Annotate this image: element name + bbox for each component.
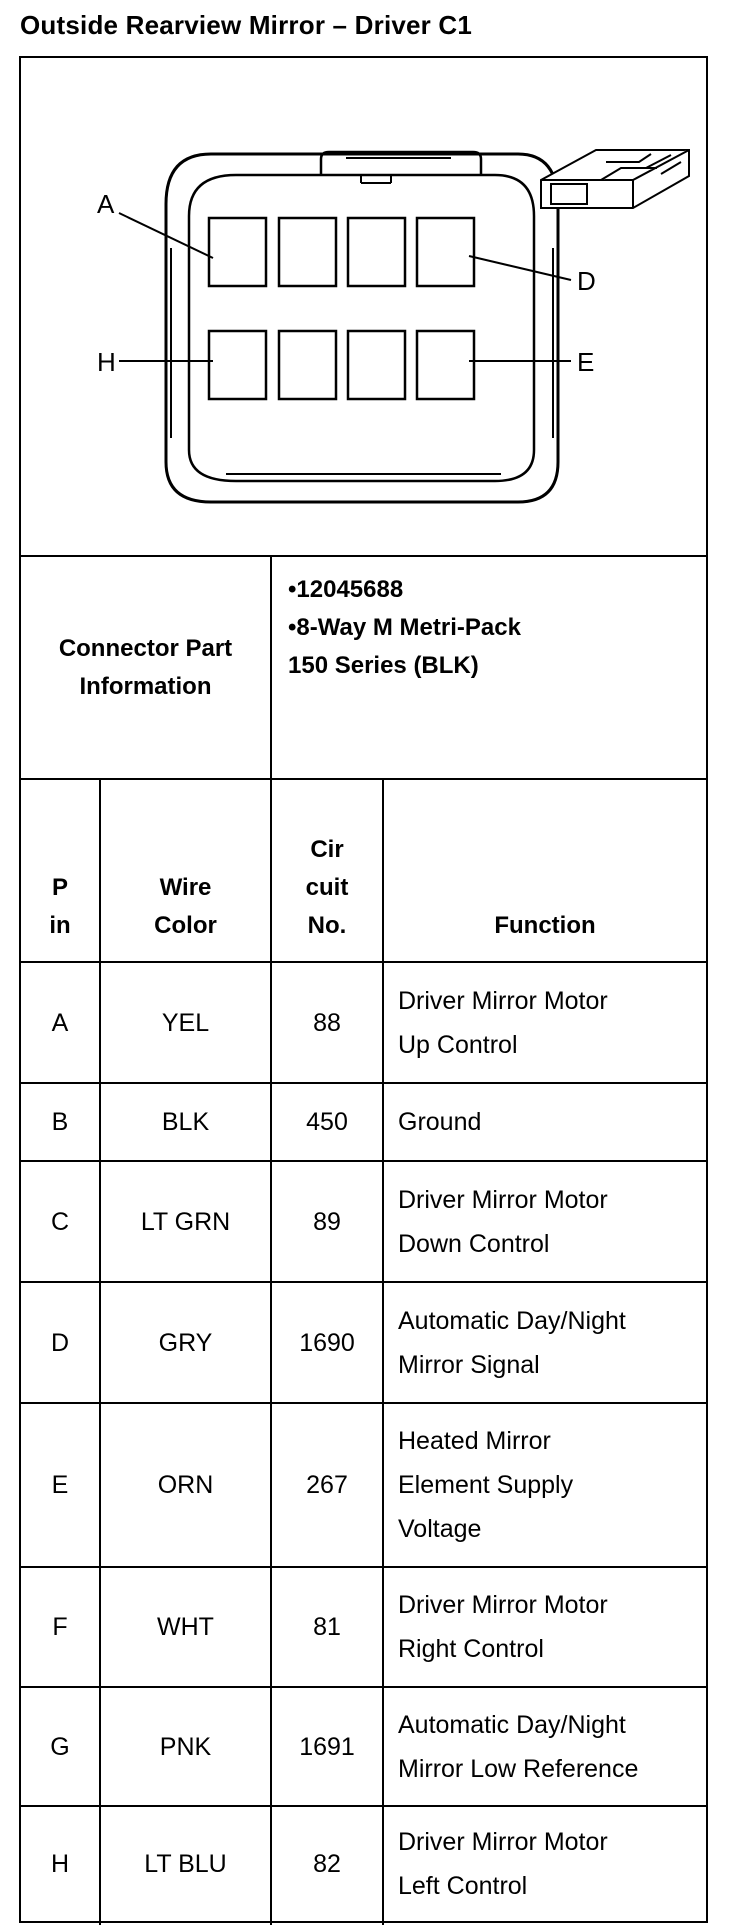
- cavity-a: [209, 218, 266, 286]
- cell-wire-color: BLK: [161, 1108, 210, 1136]
- cell-pin: A: [51, 1008, 69, 1037]
- cell-circuit: 89: [313, 1207, 341, 1236]
- header-wire-color: Wire Color: [154, 874, 217, 939]
- cell-circuit: 82: [313, 1850, 341, 1878]
- cell-circuit: 450: [306, 1108, 348, 1136]
- cell-wire-color: GRY: [158, 1328, 213, 1357]
- cavity-h: [209, 331, 266, 399]
- cell-function: Automatic Day/Night Mirror Low Reference: [398, 1710, 639, 1783]
- cavity-f: [348, 331, 405, 399]
- cavity-d: [417, 218, 474, 286]
- cavity-g: [279, 331, 336, 399]
- cell-circuit: 1691: [299, 1732, 355, 1761]
- cell-circuit: 267: [306, 1471, 348, 1499]
- part-info-value-cell: [272, 557, 706, 778]
- header-function: Function: [494, 912, 596, 939]
- cell-wire-color: LT BLU: [144, 1850, 227, 1878]
- cell-circuit: 81: [313, 1613, 341, 1641]
- connector-3d-icon: [541, 150, 689, 208]
- pin-label-e: E: [577, 347, 595, 377]
- cell-pin: F: [52, 1613, 68, 1641]
- header-circuit: Cir cuit No.: [305, 836, 349, 939]
- part-info-bullet-1: •12045688: [288, 576, 404, 603]
- cell-wire-color: PNK: [159, 1732, 212, 1761]
- connector-table: [19, 56, 708, 1923]
- cavity-e: [417, 331, 474, 399]
- cavity-b: [279, 218, 336, 286]
- cell-pin: D: [50, 1328, 70, 1357]
- cell-function: Driver Mirror Motor Right Control: [398, 1591, 608, 1663]
- cell-function: Driver Mirror Motor Left Control: [398, 1828, 608, 1900]
- cell-function: Ground: [398, 1108, 482, 1136]
- cell-wire-color: YEL: [161, 1008, 210, 1037]
- header-pin: P in: [49, 874, 71, 939]
- cell-pin: C: [50, 1207, 70, 1236]
- cell-wire-color: LT GRN: [140, 1207, 231, 1236]
- cell-function: Automatic Day/Night Mirror Signal: [398, 1306, 626, 1379]
- cell-wire-color: WHT: [157, 1613, 214, 1641]
- part-info-label: Connector Part Information: [58, 634, 233, 700]
- connector-diagram: [21, 58, 706, 557]
- cell-circuit: 1690: [299, 1328, 355, 1357]
- cell-function: Heated Mirror Element Supply Voltage: [398, 1427, 574, 1543]
- cell-function: Driver Mirror Motor Up Control: [398, 986, 608, 1059]
- pin-label-a: A: [97, 189, 115, 219]
- cell-pin: B: [51, 1108, 69, 1136]
- part-info-label-cell: [21, 557, 270, 778]
- page-title: Outside Rearview Mirror – Driver C1: [20, 10, 473, 40]
- cavity-c: [348, 218, 405, 286]
- cell-pin: H: [50, 1850, 70, 1878]
- pin-label-d: D: [577, 266, 596, 296]
- cell-function: Driver Mirror Motor Down Control: [398, 1185, 608, 1258]
- part-info-bullet-2: •8-Way M Metri-Pack: [288, 614, 521, 641]
- cell-pin: E: [51, 1471, 69, 1499]
- cell-pin: G: [50, 1732, 70, 1761]
- cell-wire-color: ORN: [157, 1471, 214, 1499]
- part-info-series: 150 Series (BLK): [288, 652, 479, 679]
- pin-label-h: H: [97, 347, 116, 377]
- cell-circuit: 88: [313, 1008, 341, 1037]
